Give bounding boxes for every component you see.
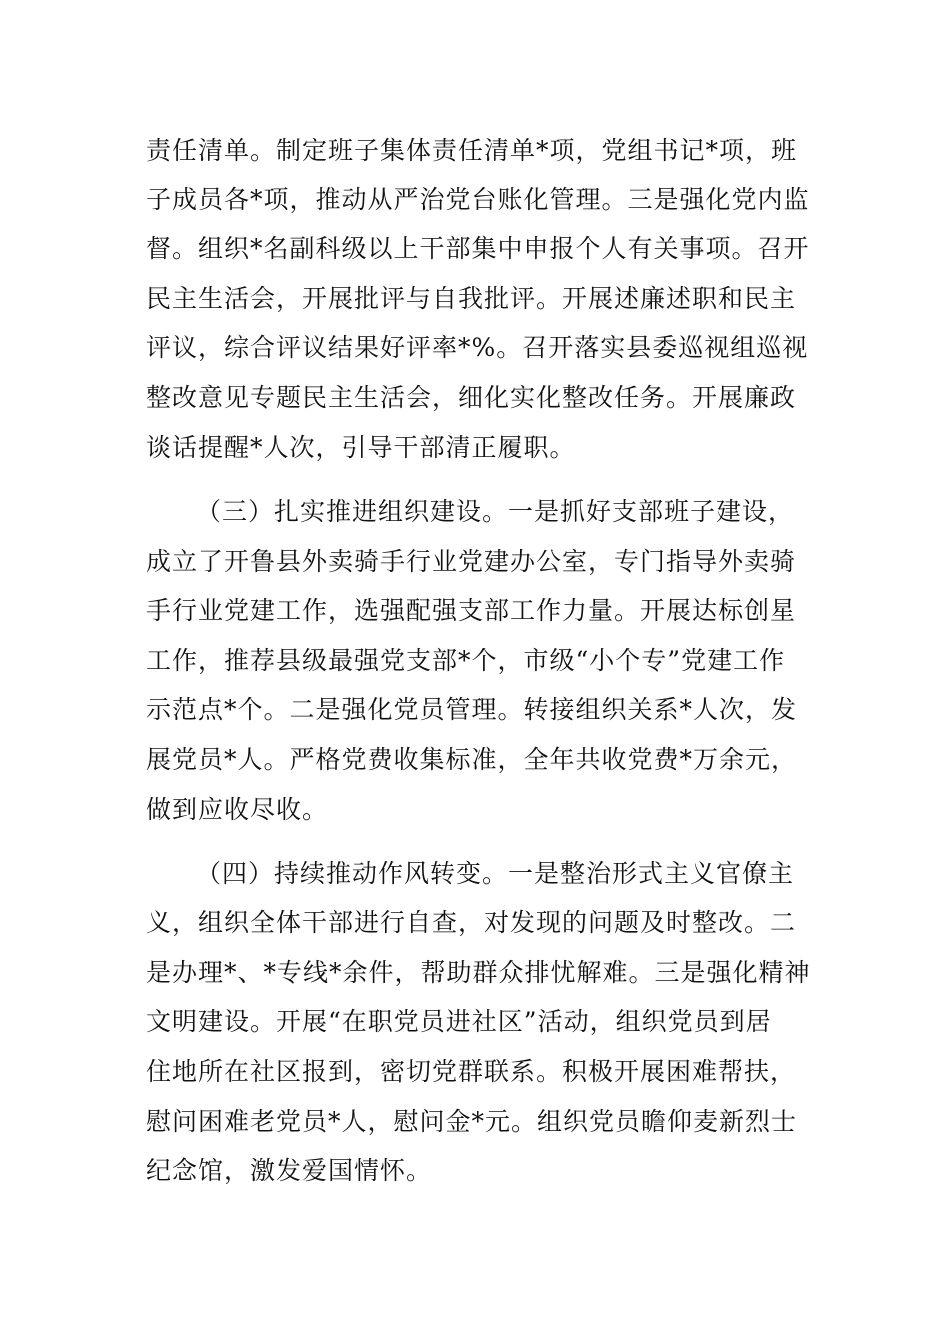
paragraph-1-line-1: 责任清单。制定班子集体责任清单*项，党组书记*项，班	[146, 136, 798, 165]
paragraph-3-line-6: 慰问困难老党员*人，慰问金*元。组织党员瞻仰麦新烈士	[146, 1107, 798, 1136]
paragraph-1-line-2: 子成员各*项，推动从严治党台账化管理。三是强化党内监	[146, 185, 810, 214]
paragraph-3-line-4: 文明建设。开展“在职党员进社区”活动，组织党员到居	[146, 1007, 772, 1036]
paragraph-3-line-7: 纪念馆，激发爱国情怀。	[146, 1156, 433, 1185]
paragraph-3-line-1: （四）持续推动作风转变。一是整治形式主义官僚主	[196, 859, 795, 888]
paragraph-2-line-7: 做到应收尽收。	[146, 795, 329, 824]
paragraph-1-line-6: 整改意见专题民主生活会，细化实化整改任务。开展廉政	[146, 383, 797, 412]
paragraph-2-line-2: 成立了开鲁县外卖骑手行业党建办公室，专门指导外卖骑	[146, 547, 797, 576]
paragraph-3-line-2: 义，组织全体干部进行自查，对发现的问题及时整改。二	[146, 908, 797, 937]
paragraph-2-line-1: （三）扎实推进组织建设。一是抓好支部班子建设，	[196, 497, 795, 526]
paragraph-3-line-5: 住地所在社区报到，密切党群联系。积极开展困难帮扶，	[146, 1057, 797, 1086]
paragraph-1-line-7: 谈话提醒*人次，引导干部清正履职。	[146, 433, 576, 462]
paragraph-1-line-4: 民主生活会，开展批评与自我批评。开展述廉述职和民主	[146, 284, 797, 313]
paragraph-1-line-3: 督。组织*名副科级以上干部集中申报个人有关事项。召开	[146, 234, 810, 263]
paragraph-1-line-5: 评议，综合评议结果好评率*%。召开落实县委巡视组巡视	[146, 333, 809, 362]
paragraph-2-line-3: 手行业党建工作，选强配强支部工作力量。开展达标创星	[146, 596, 797, 625]
paragraph-2-line-5: 示范点*个。二是强化党员管理。转接组织关系*人次，发	[146, 695, 798, 724]
paragraph-2-line-4: 工作，推荐县级最强党支部*个，市级“小个专”党建工作	[146, 646, 786, 675]
paragraph-2-line-6: 展党员*人。严格党费收集标准，全年共收党费*万余元，	[146, 745, 798, 774]
paragraph-3-line-3: 是办理*、*专线*余件，帮助群众排忧解难。三是强化精神	[146, 958, 811, 987]
